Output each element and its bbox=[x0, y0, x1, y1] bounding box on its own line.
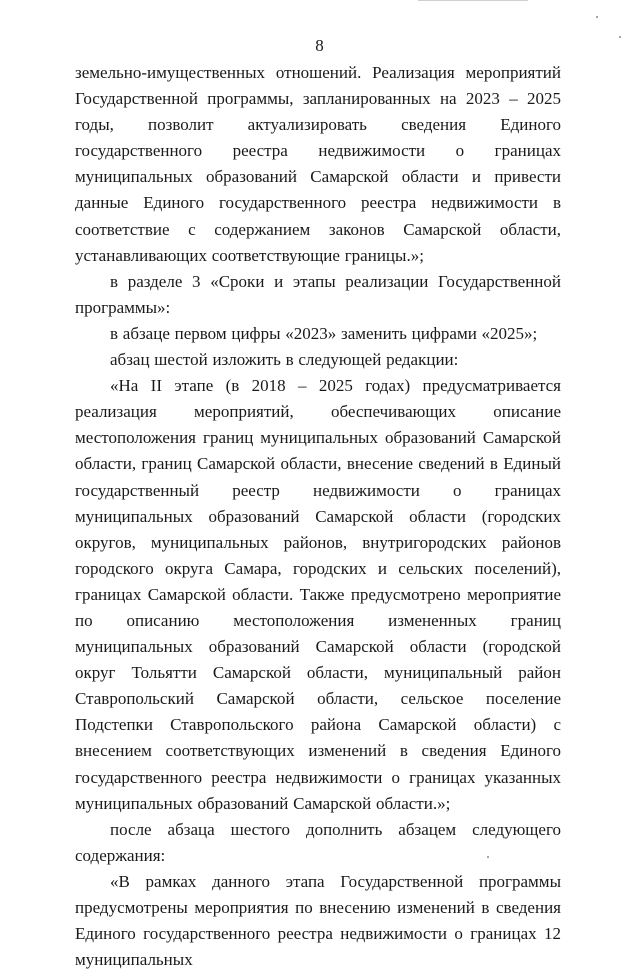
document-body bbox=[75, 60, 561, 973]
paragraph-stage-two-text: «На II этапе (в 2018 – 2025 годах) предусматривается реализация мероприятий, обеспечивающих описание местоположения границ муниципальных образований Самарской области, границ Самарской области, внесение сведений в Единый государственный реестр недвижимости о границах муниципальных образований Самарской области (городских округов, муниципальных районов, внутригородских районов городского округа Самара, городских и сельских поселений), границах Самарской области. Также предусмотрено мероприятие по описанию местоположения измененных границ муниципальных образований Самарской области (городской округ Тольятти Самарской области, муниципальный район Ставропольский Самарской области, сельское поселение Подстепки Ставропольского района Самарской области) с внесением соответствующих изменений в сведения Единого государственного реестра недвижимости о границах указанных муниципальных образований Самарской области.»; bbox=[75, 376, 561, 813]
paragraph-sixth-abzac-intro: абзац шестой изложить в следующей редакции: bbox=[110, 350, 459, 370]
paragraph-addition-intro: после абзаца шестого дополнить абзацем следующего содержания: bbox=[75, 819, 561, 865]
paragraph-new-abzac: «В рамках данного этапа Государственной программы предусмотрены мероприятия по внесению изменений в сведения Единого государственного реестра недвижимости о границах 12 муниципальных bbox=[75, 871, 561, 970]
scan-edge-mark bbox=[418, 0, 528, 1]
scan-speck bbox=[596, 16, 598, 18]
paragraph-first-abzac-change: в абзаце первом цифры «2023» заменить цифрами «2025»; bbox=[110, 323, 538, 343]
paragraph-section-3-header: в разделе 3 «Сроки и этапы реализации Государственной программы»: bbox=[75, 271, 561, 317]
page-number: 8 bbox=[315, 36, 324, 55]
paragraph-continuation: земельно-имущественных отношений. Реализация мероприятий Государственной программы, запланированных на 2023 – 2025 годы, позволит актуализировать сведения Единого государственного реестра недвижимости о границах муниципальных образований Самарской области и привести данные Единого государственного реестра недвижимости в соответствие с содержанием законов Самарской области, устанавливающих соответствующие границы.»; bbox=[75, 63, 561, 265]
